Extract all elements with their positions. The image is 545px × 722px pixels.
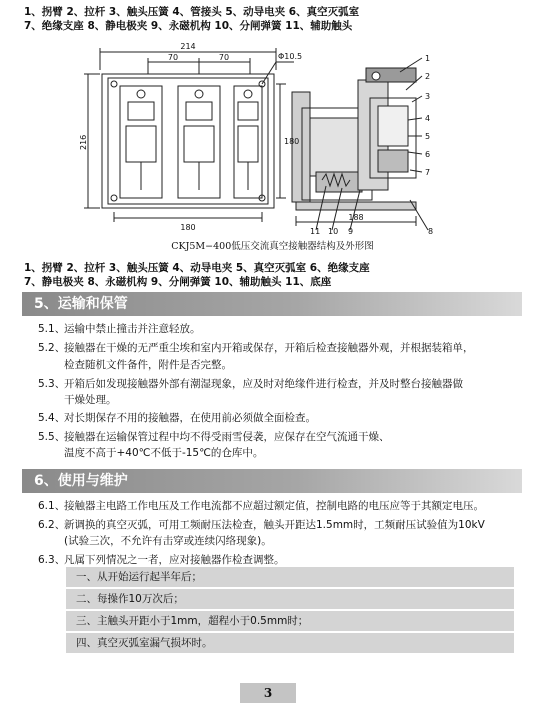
- item-text: 开箱后如发现接触器外部有潮湿现象，应及时对绝缘件进行检查，并及时整台接触器做: [64, 378, 463, 390]
- item-6-1: [38, 499, 484, 514]
- item-5-3-continued: 干燥处理。: [64, 394, 117, 406]
- item-text: 接触器在干燥的无严重尘埃和室内开箱或保存，开箱后检查接触器外观，并根据装箱单，: [64, 342, 474, 354]
- item-number: 5.5、: [38, 431, 66, 443]
- item-5-5: [38, 430, 390, 445]
- item-6-2-continued: (试验三次，不允许有击穿或连续闪络现象)。: [64, 535, 272, 547]
- legend-top-line-2: 7、绝缘支座 8、静电极夹 9、永磁机构 10、分闸弹簧 11、辅助触头: [24, 20, 353, 32]
- part-number-2: 2: [425, 72, 431, 81]
- dim-214-label: 214: [180, 42, 196, 51]
- part-number-10: 10: [328, 227, 339, 236]
- item-text: 对长期保存不用的接触器，在使用前必须做全面检查。: [64, 412, 316, 424]
- dim-180v-label: 180: [284, 137, 300, 146]
- dim-hole-label: Φ10.5: [278, 52, 303, 61]
- item-number: 5.4、: [38, 412, 66, 424]
- part-number-11: 11: [310, 227, 321, 236]
- page-number: 3: [240, 683, 296, 703]
- part-number-4: 4: [425, 114, 431, 123]
- part-number-1: 1: [425, 54, 431, 63]
- item-text: 接触器在运输保管过程中均不得受雨雪侵袭，应保存在空气流通干燥、: [64, 431, 390, 443]
- part-number-5: 5: [425, 132, 431, 141]
- condition-3: 三、主触头开距小于1mm，超程小于0.5mm时；: [66, 611, 514, 631]
- item-text: 接触器主电路工作电压及工作电流都不应超过额定值，控制电路的电压应等于其额定电压。: [64, 500, 484, 512]
- figure-caption: CKJ5M−400低压交流真空接触器结构及外形图: [171, 241, 374, 252]
- dim-180h-label: 180: [180, 223, 196, 232]
- item-5-3: [38, 377, 463, 392]
- dim-70a-label: 70: [167, 53, 179, 62]
- section-5-heading: 5、运输和保管: [22, 292, 522, 316]
- item-text: 运输中禁止撞击并注意轻放。: [64, 323, 201, 335]
- technical-drawing: [80, 40, 460, 236]
- item-5-1: [38, 322, 201, 337]
- legend-bottom-line-2: 7、静电极夹 8、永磁机构 9、分闸弹簧 10、辅助触头 11、底座: [24, 276, 332, 288]
- item-number: 5.3、: [38, 378, 66, 390]
- item-number: 6.2、: [38, 519, 66, 531]
- item-6-2: [38, 518, 485, 533]
- condition-4: 四、真空灭弧室漏气损坏时。: [66, 633, 514, 653]
- section-6-heading: 6、使用与维护: [22, 469, 522, 493]
- item-number: 6.3、: [38, 554, 66, 566]
- dim-216-label: 216: [79, 134, 88, 150]
- item-6-3: [38, 553, 285, 568]
- item-5-2: [38, 341, 474, 356]
- item-number: 6.1、: [38, 500, 66, 512]
- item-5-2-continued: 检查随机文件备件，附件是否完整。: [64, 359, 232, 371]
- part-number-7: 7: [425, 168, 431, 177]
- part-number-6: 6: [425, 150, 431, 159]
- item-text: 凡属下列情况之一者，应对接触器作检查调整。: [64, 554, 285, 566]
- dim-188-label: 188: [348, 213, 364, 222]
- item-5-4: [38, 411, 316, 426]
- legend-bottom-line-1: 1、拐臂 2、拉杆 3、触头压簧 4、动导电夹 5、真空灭弧室 6、绝缘支座: [24, 262, 370, 274]
- item-text: 新调换的真空灭弧，可用工频耐压法检查，触头开距达1.5mm时，工频耐压试验值为10kV: [64, 519, 485, 531]
- legend-top-line-1: 1、拐臂 2、拉杆 3、触头压簧 4、管接头 5、动导电夹 6、真空灭弧室: [24, 6, 360, 18]
- part-number-3: 3: [425, 92, 431, 101]
- condition-1: 一、从开始运行起半年后；: [66, 567, 514, 587]
- item-number: 5.1、: [38, 323, 66, 335]
- item-number: 5.2、: [38, 342, 66, 354]
- dim-70b-label: 70: [218, 53, 230, 62]
- condition-2: 二、每操作10万次后；: [66, 589, 514, 609]
- item-5-5-continued: 温度不高于+40℃不低于-15℃的仓库中。: [64, 447, 264, 459]
- part-number-8: 8: [428, 227, 434, 236]
- part-number-9: 9: [348, 227, 354, 236]
